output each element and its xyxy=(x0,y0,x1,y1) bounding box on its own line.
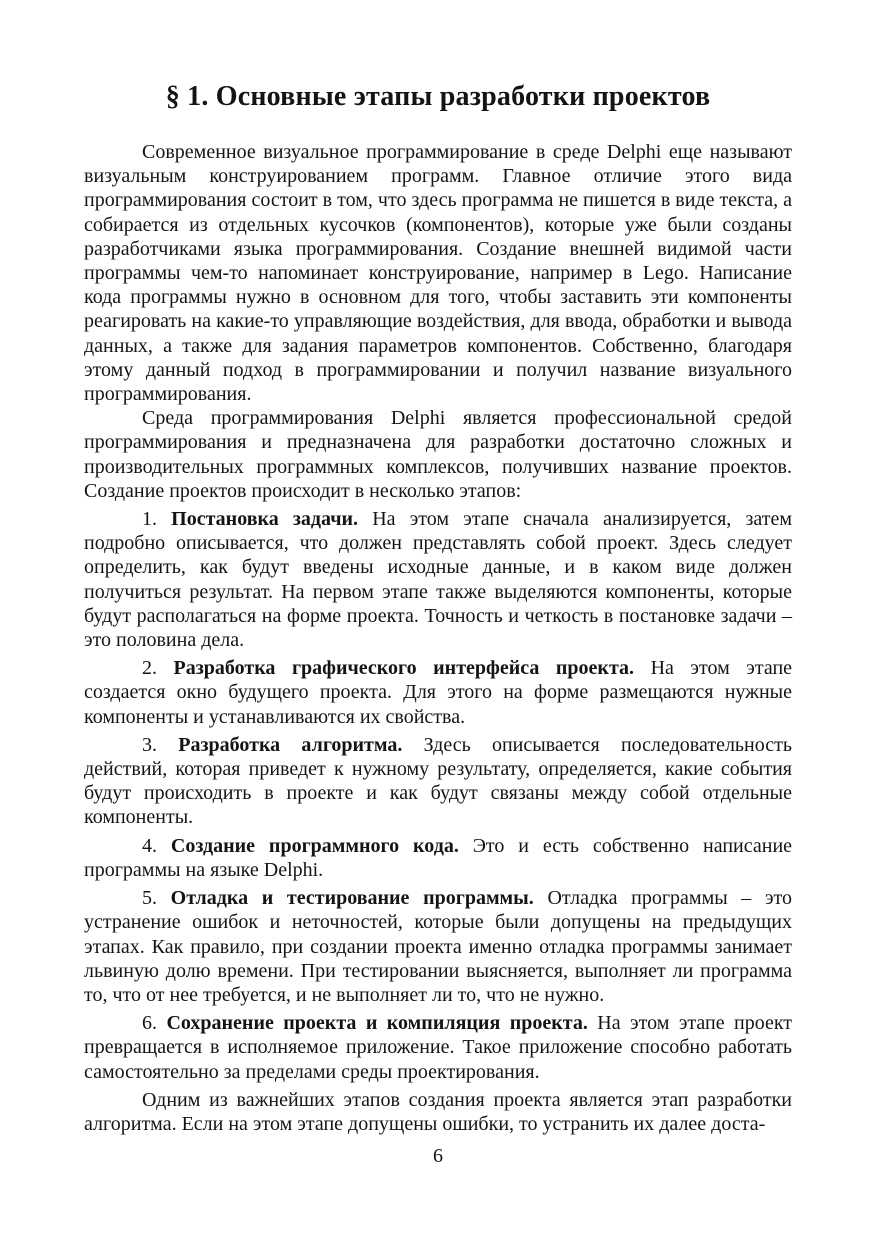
stage-text: Отладка программы – это устранение ошибок и неточностей, которые были допущены на предыдущих этапах. Как правило, при создании проекта именно отладка программы занимает львиную долю времени. При тестировании выясняется, выполняет ли программа то, что от нее требуется, и не выполняет ли то, что не нужно. xyxy=(84,887,793,1006)
stage-item-2 xyxy=(84,656,792,729)
stage-number: 6. xyxy=(142,1012,157,1035)
stage-title: Разработка графического интерфейса проекта. xyxy=(173,657,635,680)
stage-text: На этом этапе создается окно будущего проекта. Для этого на форме размещаются нужные компоненты и устанавливаются их свойства. xyxy=(84,657,793,728)
intro-paragraph-1: Современное визуальное программирование в среде Delphi еще называют визуальным конструированием программ. Главное отличие этого вида программирования состоит в том, что здесь программа не пишется в виде текста, а собирается из отдельных кусочков (компонентов), которые уже были созданы разработчиками языка программирования. Создание внешней видимой части программы чем-то напоминает конструирование, например в Lego. Написание кода программы нужно в основном для того, чтобы заставить эти компоненты реагировать на какие-то управляющие воздействия, для ввода, обработки и вывода данных, а также для задания параметров компонентов. Собственно, благодаря этому данный подход в программировании и получил название визуального программирования. xyxy=(84,141,792,406)
stage-number: 4. xyxy=(142,834,157,857)
stage-item-6 xyxy=(84,1011,792,1084)
stage-text: На этом этапе сначала анализируется, затем подробно описывается, что должен представлять собой проект. Здесь следует определить, как будут введены исходные данные, и в каком виде должен получиться результат. На первом этапе также выделяются компоненты, которые будут располагаться на форме проекта. Точность и четкость в постановке задачи – это половина дела. xyxy=(84,508,792,652)
stage-number: 2. xyxy=(142,657,157,680)
closing-paragraph: Одним из важнейших этапов создания проекта является этап разработки алгоритма. Если на этом этапе допущены ошибки, то устранить их далее доста- xyxy=(84,1088,792,1135)
stage-title: Постановка задачи. xyxy=(171,508,359,531)
intro-paragraph-2: Среда программирования Delphi является профессиональной средой программирования и предназначена для разработки достаточно сложных и производительных программных комплексов, получивших название проектов. Создание проектов происходит в несколько этапов: xyxy=(84,407,792,502)
stage-title: Создание программного кода. xyxy=(170,834,459,857)
stage-title: Сохранение проекта и компиляция проекта. xyxy=(166,1012,588,1035)
stage-title: Разработка алгоритма. xyxy=(178,733,403,756)
stage-number: 1. xyxy=(142,508,157,531)
section-heading: § 1. Основные этапы разработки проектов xyxy=(165,81,711,112)
stage-title: Отладка и тестирование программы. xyxy=(170,887,534,910)
page-number: 6 xyxy=(433,1145,443,1167)
page-body xyxy=(84,80,792,1136)
stage-text: Это и есть собственно написание программы на языке Delphi. xyxy=(84,834,793,881)
stage-number: 5. xyxy=(142,887,157,910)
stage-item-4 xyxy=(84,834,792,882)
stage-item-3 xyxy=(84,733,792,830)
stage-item-1 xyxy=(84,507,792,652)
stage-text: Здесь описывается последовательность действий, которая приведет к нужному результату, определяется, какие события будут происходить в проекте и как будут связаны между собой отдельные компоненты. xyxy=(84,733,792,829)
stage-text: На этом этапе проект превращается в исполняемое приложение. Такое приложение способно работать самостоятельно за пределами среды проектирования. xyxy=(84,1012,793,1083)
stage-item-5 xyxy=(84,886,792,1007)
stage-number: 3. xyxy=(142,733,157,756)
